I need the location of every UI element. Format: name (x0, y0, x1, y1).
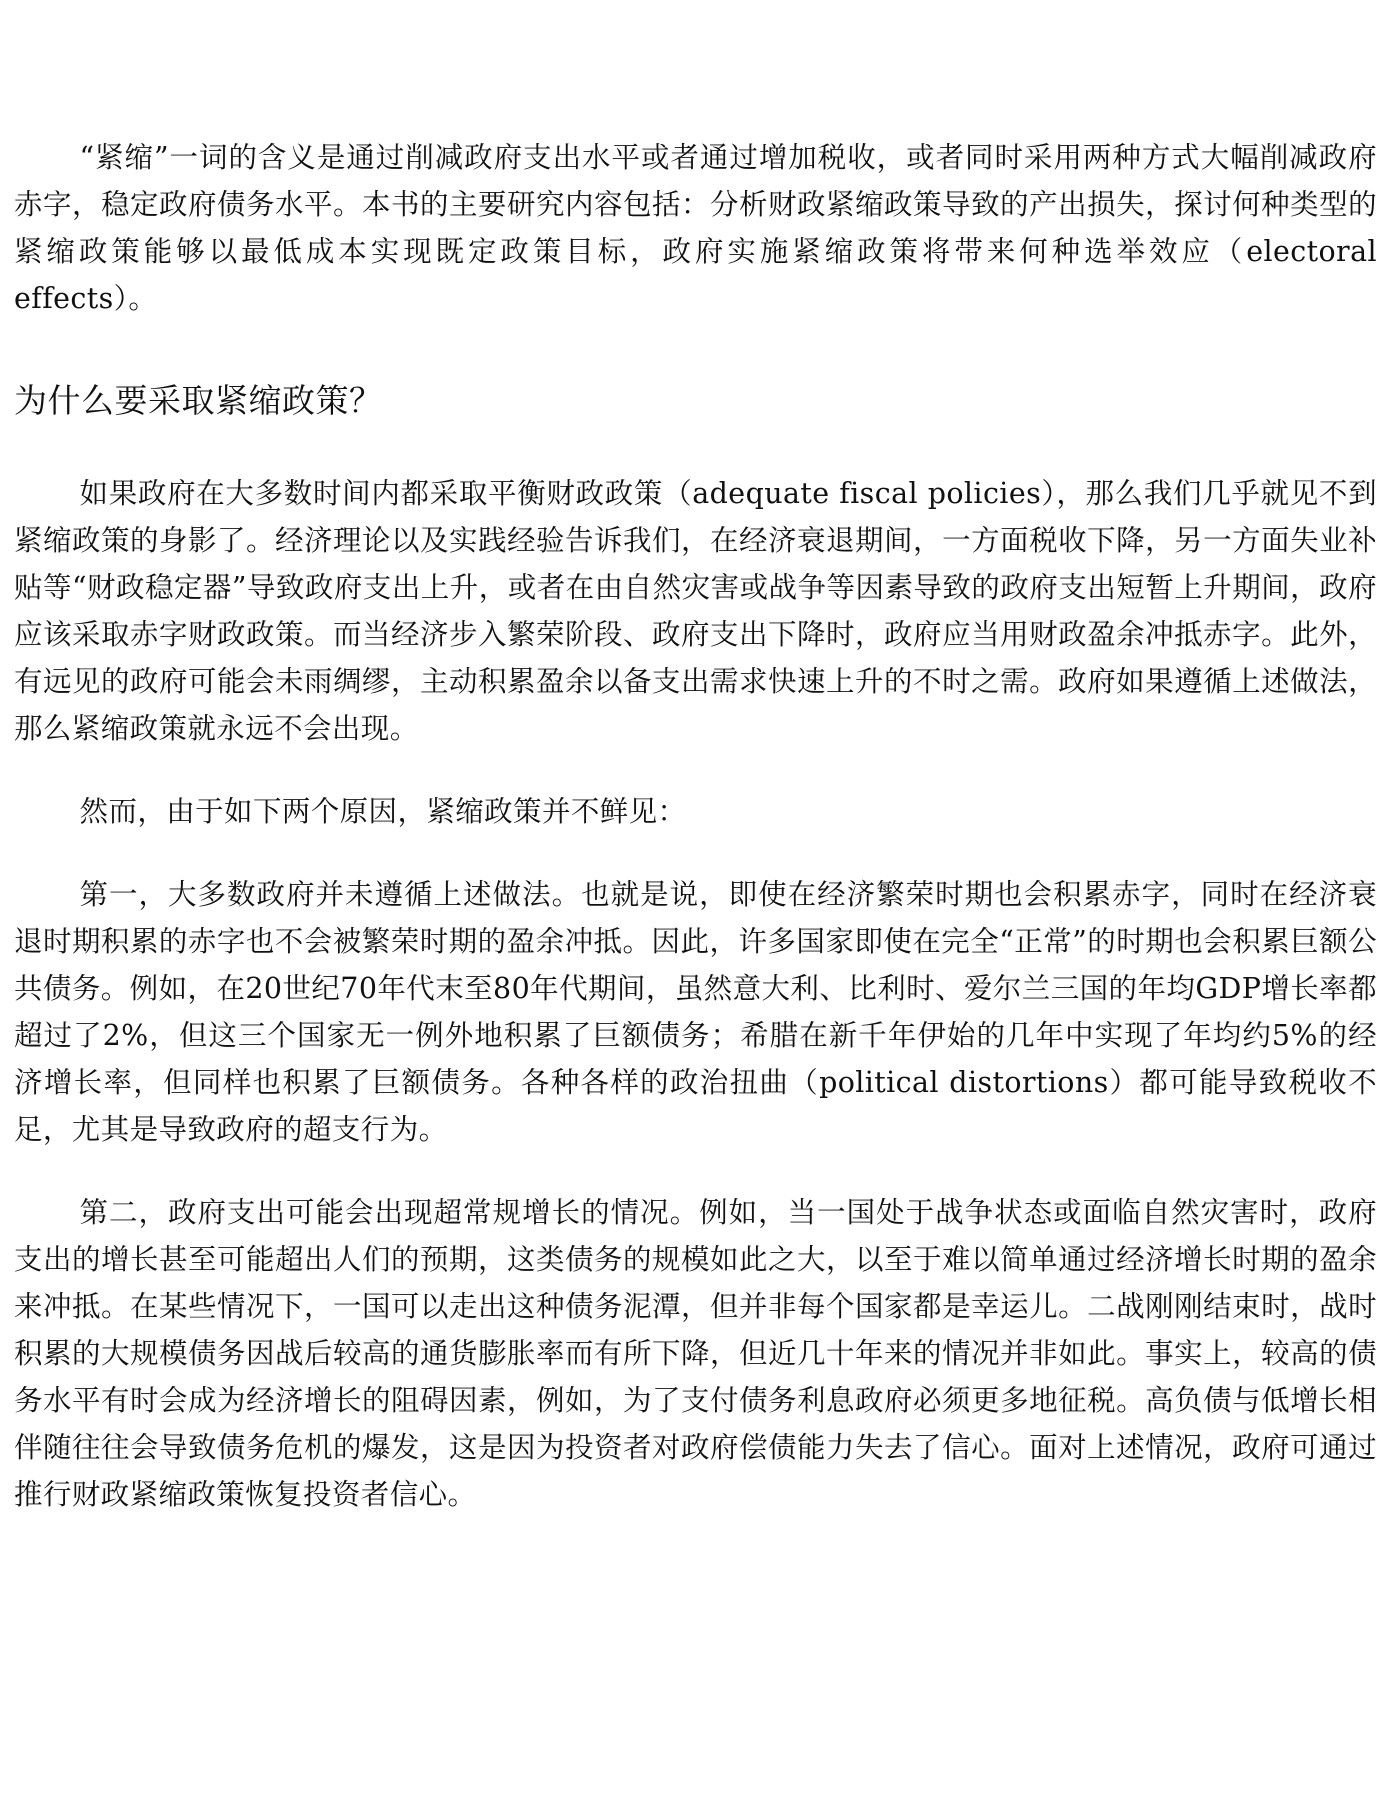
document-page (14, 134, 1377, 1518)
paragraph-two-reasons: 然而，由于如下两个原因，紧缩政策并不鲜见： (79, 795, 687, 828)
intro-paragraph: “紧缩”一词的含义是通过削减政府支出水平或者通过增加税收，或者同时采用两种方式大幅削减政府赤字，稳定政府债务水平。本书的主要研究内容包括：分析财政紧缩政策导致的产出损失，探讨何种类型的紧缩政策能够以最低成本实现既定政策目标，政府实施紧缩政策将带来何种选举效应（electoral effects）。 (14, 141, 1377, 315)
paragraph-fiscal-policy: 如果政府在大多数时间内都采取平衡财政政策（adequate fiscal policies），那么我们几乎就见不到紧缩政策的身影了。经济理论以及实践经验告诉我们，在经济衰退期间，一方面税收下降，另一方面失业补贴等“财政稳定器”导致政府支出上升，或者在由自然灾害或战争等因素导致的政府支出短暂上升期间，政府应该采取赤字财政政策。而当经济步入繁荣阶段、政府支出下降时，政府应当用财政盈余冲抵赤字。此外，有远见的政府可能会未雨绸缪，主动积累盈余以备支出需求快速上升的不时之需。政府如果遵循上述做法，那么紧缩政策就永远不会出现。 (14, 477, 1377, 745)
paragraph-reason-two: 第二，政府支出可能会出现超常规增长的情况。例如，当一国处于战争状态或面临自然灾害时，政府支出的增长甚至可能超出人们的预期，这类债务的规模如此之大，以至于难以简单通过经济增长时期的盈余来冲抵。在某些情况下，一国可以走出这种债务泥潭，但并非每个国家都是幸运儿。二战刚刚结束时，战时积累的大规模债务因战后较高的通货膨胀率而有所下降，但近几十年来的情况并非如此。事实上，较高的债务水平有时会成为经济增长的阻碍因素，例如，为了支付债务利息政府必须更多地征税。高负债与低增长相伴随往往会导致债务危机的爆发，这是因为投资者对政府偿债能力失去了信心。面对上述情况，政府可通过推行财政紧缩政策恢复投资者信心。 (14, 1196, 1377, 1511)
paragraph-reason-one: 第一，大多数政府并未遵循上述做法。也就是说，即使在经济繁荣时期也会积累赤字，同时在经济衰退时期积累的赤字也不会被繁荣时期的盈余冲抵。因此，许多国家即使在完全“正常”的时期也会积累巨额公共债务。例如，在20世纪70年代末至80年代期间，虽然意大利、比利时、爱尔兰三国的年均GDP增长率都超过了2%，但这三个国家无一例外地积累了巨额债务；希腊在新千年伊始的几年中实现了年均约5%的经济增长率，但同样也积累了巨额债务。各种各样的政治扭曲（political distortions）都可能导致税收不足，尤其是导致政府的超支行为。 (14, 878, 1377, 1146)
section-heading: 为什么要采取紧缩政策？ (14, 381, 383, 420)
